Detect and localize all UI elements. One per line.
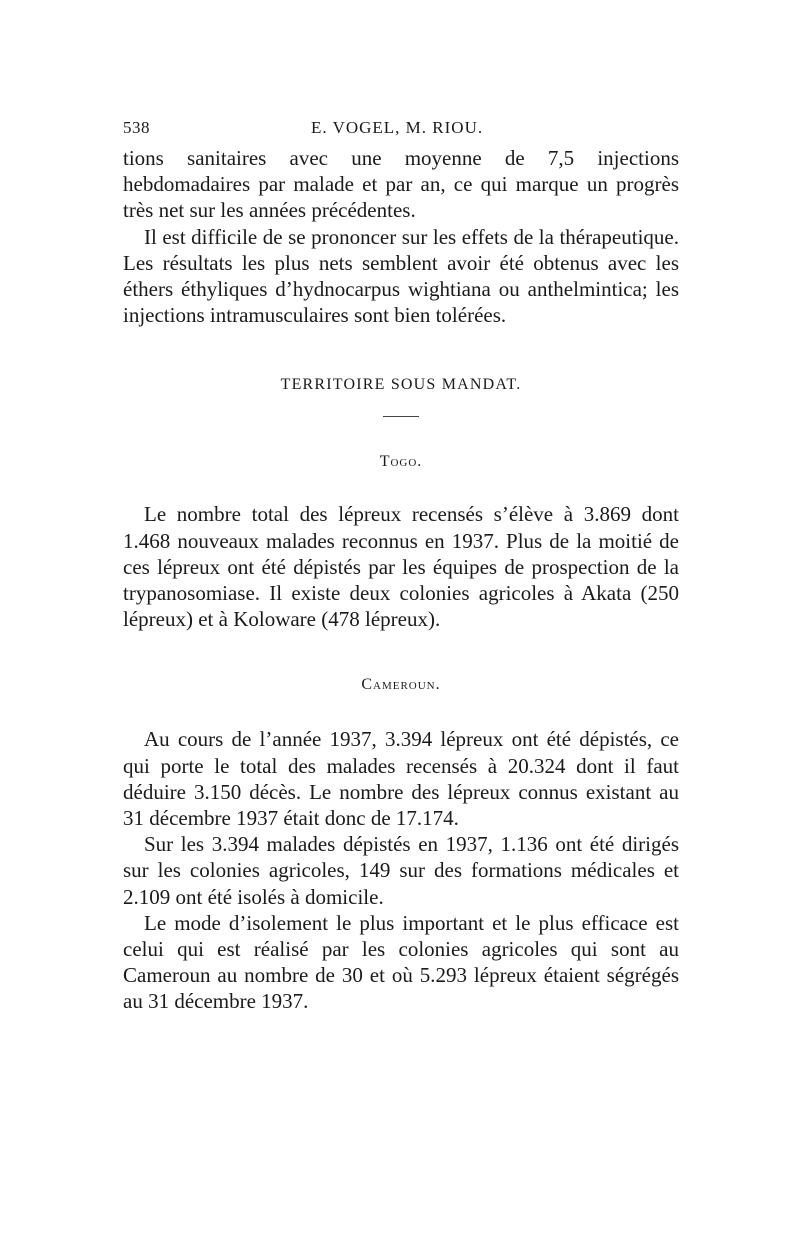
- running-head: [123, 118, 679, 144]
- intro-paragraph-continued: tions sanitaires avec une moyenne de 7,5 injections hebdomadaires par malade et par an, ce qui marque un progrès très net sur les années précédentes.: [123, 146, 679, 223]
- subheading-cameroun: Cameroun.: [361, 676, 441, 694]
- cameroun-paragraph-2: Sur les 3.394 malades dépistés en 1937, 1.136 ont été dirigés sur les colonies agricoles, 149 sur des formations médicales et 2.109 ont été isolés à domicile.: [123, 832, 679, 909]
- section-heading-territoire: TERRITOIRE SOUS MANDAT.: [280, 376, 522, 394]
- cameroun-paragraph-1: Au cours de l’année 1937, 3.394 lépreux ont été dépistés, ce qui porte le total des malades recensés à 20.324 dont il faut déduire 3.150 décès. Le nombre des lépreux connus existant au 31 décembre 1937 était donc de 17.174.: [123, 727, 679, 831]
- running-title: E. VOGEL, M. RIOU.: [311, 118, 484, 137]
- page-number: 538: [123, 118, 150, 137]
- togo-paragraph: Le nombre total des lépreux recensés s’élève à 3.869 dont 1.468 nouveaux malades reconnus en 1937. Plus de la moitié de ces lépreux ont été dépistés par les équipes de prospection de la trypanosomiase. Il existe deux colonies agricoles à Akata (250 lépreux) et à Koloware (478 lépreux).: [123, 502, 679, 632]
- cameroun-paragraph-3: Le mode d’isolement le plus important et le plus efficace est celui qui est réalisé par les colonies agricoles qui sont au Cameroun au nombre de 30 et où 5.293 lépreux étaient ségrégés au 31 décembre 1937.: [123, 910, 679, 1014]
- subheading-togo: Togo.: [379, 453, 423, 471]
- section-divider: [383, 416, 419, 417]
- intro-paragraph-therapeutics: Il est difficile de se prononcer sur les effets de la thérapeutique. Les résultats les plus nets semblent avoir été obtenus avec les éthers éthyliques d’hydnocarpus wightiana ou anthelmintica; les injections intramusculaires sont bien tolérées.: [123, 224, 679, 328]
- book-page: [123, 118, 679, 1015]
